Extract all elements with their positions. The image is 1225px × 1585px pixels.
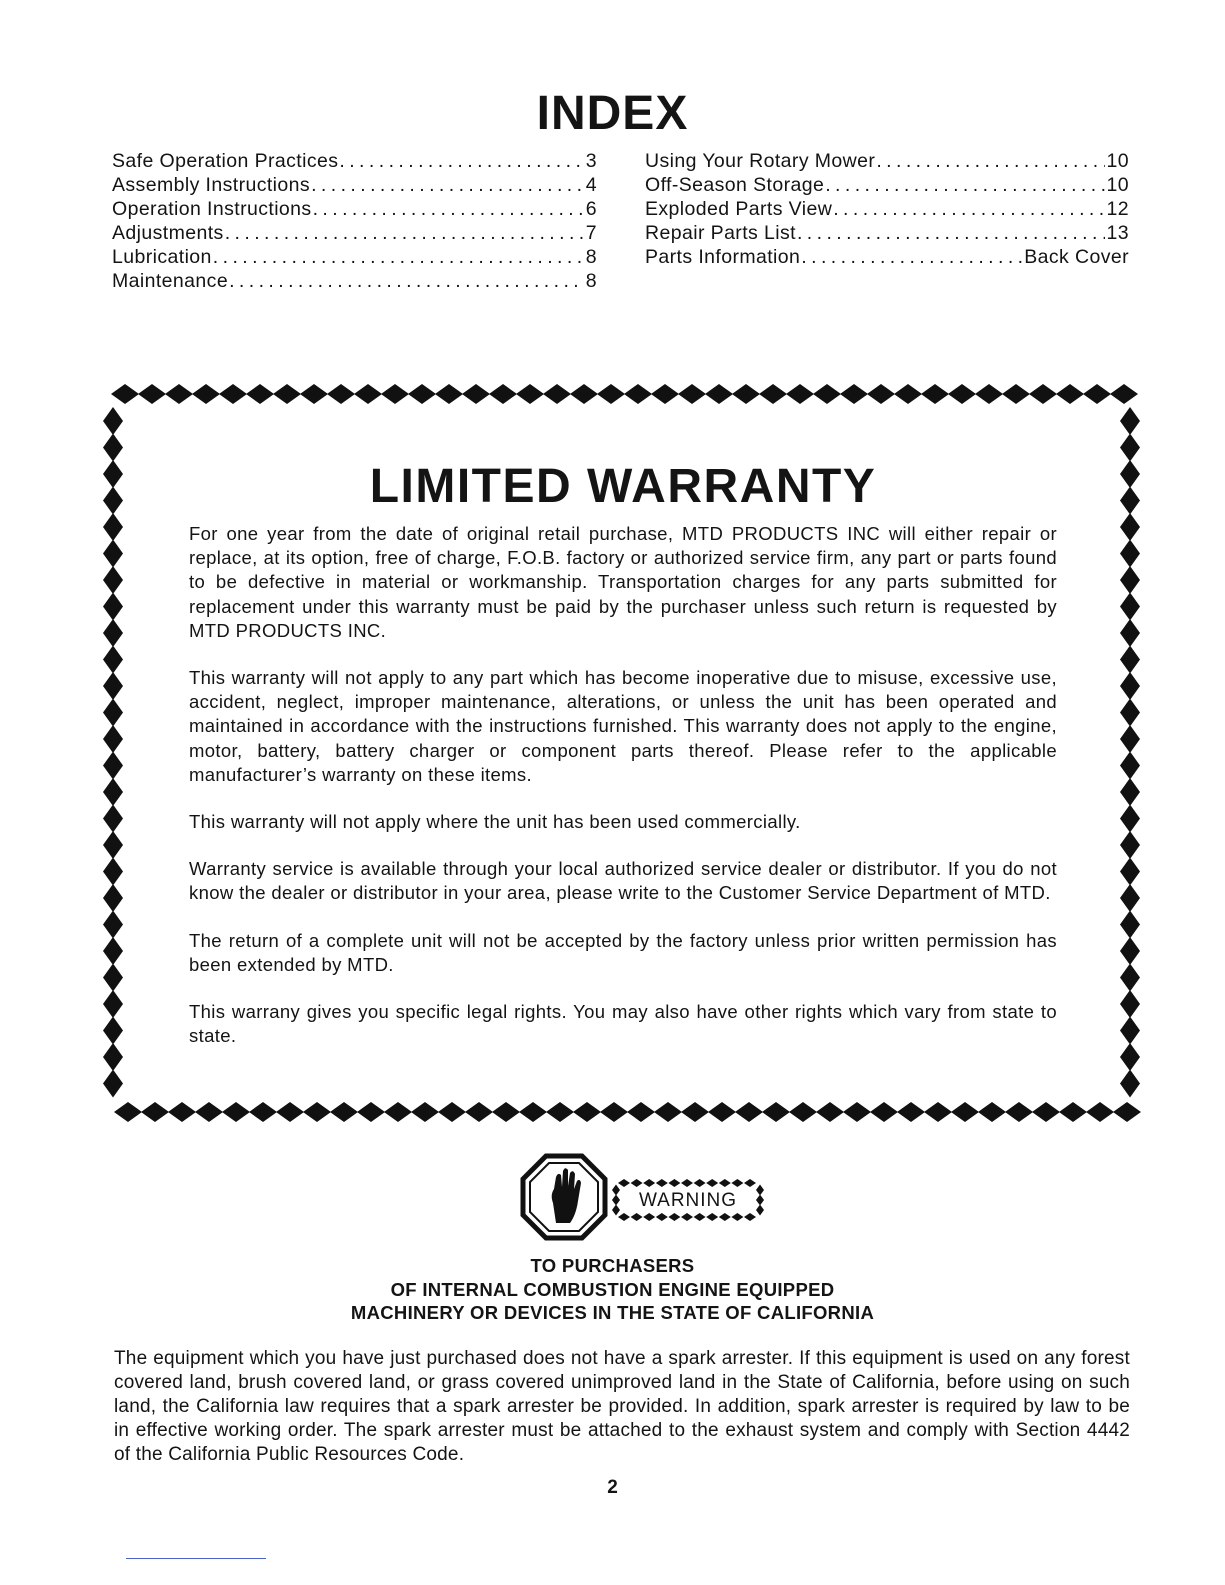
border-diamond — [1120, 1043, 1140, 1071]
index-entry-label: Lubrication — [112, 246, 212, 268]
border-diamond — [1120, 884, 1140, 912]
border-diamond — [1120, 487, 1140, 515]
border-diamond — [222, 1102, 250, 1122]
border-diamond — [870, 1102, 898, 1122]
dot-leader — [801, 245, 1022, 269]
border-diamond — [103, 646, 123, 674]
border-diamond — [948, 384, 976, 404]
border-diamond — [840, 384, 868, 404]
border-diamond — [246, 384, 274, 404]
dot-leader — [825, 173, 1104, 197]
index-entry-page: 7 — [585, 222, 597, 244]
index-left-column — [112, 149, 597, 293]
dot-leader — [313, 197, 584, 221]
border-diamond — [103, 964, 123, 992]
border-diamond — [1120, 805, 1140, 833]
border-diamond — [141, 1102, 169, 1122]
warranty-paragraph: This warrany gives you specific legal rights. You may also have other rights which vary from state to state. — [189, 1001, 1057, 1047]
border-diamond — [103, 990, 123, 1018]
border-diamond — [354, 384, 382, 404]
border-diamond — [516, 384, 544, 404]
border-diamond — [492, 1102, 520, 1122]
border-diamond — [1032, 1102, 1060, 1122]
index-entry — [112, 197, 597, 221]
border-diamond — [719, 1179, 731, 1187]
border-diamond — [103, 672, 123, 700]
border-diamond — [519, 1102, 547, 1122]
warning-label: WARNING — [638, 1190, 738, 1211]
dot-leader — [311, 173, 584, 197]
border-diamond — [1120, 619, 1140, 647]
index-entry-label: Adjustments — [112, 222, 224, 244]
border-diamond — [195, 1102, 223, 1122]
border-diamond — [465, 1102, 493, 1122]
border-diamond — [678, 384, 706, 404]
border-diamond — [1059, 1102, 1087, 1122]
border-diamond — [103, 1017, 123, 1045]
border-diamond — [1083, 384, 1111, 404]
border-diamond — [627, 1102, 655, 1122]
index-entry — [112, 269, 597, 293]
warranty-paragraph: This warranty will not apply where the unit has been used commercially. — [189, 811, 801, 833]
warning-heading: TO PURCHASERS — [530, 1255, 695, 1276]
index-entry-label: Exploded Parts View — [645, 198, 833, 220]
border-diamond — [489, 384, 517, 404]
border-diamond — [600, 1102, 628, 1122]
border-diamond — [681, 1102, 709, 1122]
border-diamond — [631, 1213, 643, 1221]
border-diamond — [894, 384, 922, 404]
border-diamond — [111, 384, 139, 404]
border-diamond — [624, 384, 652, 404]
border-diamond — [103, 540, 123, 568]
border-diamond — [103, 407, 123, 435]
index-entry — [112, 173, 597, 197]
warranty-paragraph: For one year from the date of original retail purchase, MTD PRODUCTS INC will either repair or replace, at its option, free of charge, F.O.B. factory or authorized service firm, any part or parts found to be defective in material or workmanship. Transportation charges for any parts submitted for replacement under this warranty must be paid by the purchaser unless such return is requested by MTD PRODUCTS INC. — [189, 523, 1057, 641]
border-diamond — [924, 1102, 952, 1122]
border-diamond — [681, 1179, 693, 1187]
border-diamond — [789, 1102, 817, 1122]
border-diamond — [1002, 384, 1030, 404]
border-diamond — [597, 384, 625, 404]
border-diamond — [1120, 858, 1140, 886]
border-diamond — [103, 434, 123, 462]
border-diamond — [273, 384, 301, 404]
border-diamond — [219, 384, 247, 404]
border-diamond — [103, 460, 123, 488]
index-entry — [112, 245, 597, 269]
index-entry-label: Using Your Rotary Mower — [645, 150, 876, 172]
border-diamond — [681, 1213, 693, 1221]
warranty-paragraph: This warranty will not apply to any part which has become inoperative due to misuse, excessive use, accident, neglect, improper maintenance, alterations, or unless the unit has been operated and maintained in accordance with the instructions furnished. This warranty does not apply to the engine, motor, battery, battery charger or component parts thereof. Please refer to the applicable manufacturer’s warranty on these items. — [189, 667, 1057, 785]
border-diamond — [1120, 434, 1140, 462]
border-diamond — [103, 858, 123, 886]
border-diamond — [867, 384, 895, 404]
index-entry — [645, 149, 1129, 173]
dot-leader — [229, 269, 584, 293]
border-diamond — [897, 1102, 925, 1122]
border-diamond — [462, 384, 490, 404]
border-diamond — [694, 1213, 706, 1221]
border-diamond — [1120, 699, 1140, 727]
border-diamond — [1029, 384, 1057, 404]
index-entry-page: Back Cover — [1024, 246, 1129, 268]
border-diamond — [668, 1179, 680, 1187]
border-diamond — [381, 384, 409, 404]
border-diamond — [103, 566, 123, 594]
border-diamond — [1120, 752, 1140, 780]
border-diamond — [249, 1102, 277, 1122]
border-diamond — [1120, 778, 1140, 806]
border-diamond — [1120, 911, 1140, 939]
border-diamond — [1120, 964, 1140, 992]
border-diamond — [1056, 384, 1084, 404]
page-number: 2 — [607, 1477, 618, 1498]
border-diamond — [708, 1102, 736, 1122]
border-diamond — [694, 1179, 706, 1187]
border-diamond — [303, 1102, 331, 1122]
index-entry-page: 4 — [585, 174, 597, 196]
border-diamond — [706, 1213, 718, 1221]
border-diamond — [103, 805, 123, 833]
border-diamond — [384, 1102, 412, 1122]
border-diamond — [103, 752, 123, 780]
border-diamond — [1120, 407, 1140, 435]
index-entry-page: 8 — [585, 246, 597, 268]
border-diamond — [813, 384, 841, 404]
index-entry — [112, 221, 597, 245]
border-diamond — [1120, 725, 1140, 753]
border-diamond — [168, 1102, 196, 1122]
border-diamond — [643, 1179, 655, 1187]
border-diamond — [1120, 593, 1140, 621]
index-entry — [645, 173, 1129, 197]
border-diamond — [546, 1102, 574, 1122]
index-entry-page: 6 — [585, 198, 597, 220]
border-diamond — [1120, 540, 1140, 568]
index-entry — [645, 221, 1129, 245]
index-entry-label: Repair Parts List — [645, 222, 796, 244]
warning-body: The equipment which you have just purchased does not have a spark arrester. If this equipment is used on any forest covered land, brush covered land, or grass covered unimproved land in the State of California, before using on such land, the California law requires that a spark arrester be provided. In addition, spark arrester is required by law to be in effective working order. The spark arrester must be attached to the exhaust system and comply with Section 4442 of the California Public Resources Code. — [114, 1348, 1130, 1465]
border-diamond — [138, 384, 166, 404]
border-diamond — [1120, 937, 1140, 965]
border-diamond — [103, 593, 123, 621]
border-diamond — [103, 487, 123, 515]
border-diamond — [951, 1102, 979, 1122]
border-diamond — [978, 1102, 1006, 1122]
border-diamond — [654, 1102, 682, 1122]
index-entry-label: Parts Information — [645, 246, 801, 268]
border-diamond — [103, 513, 123, 541]
index-entry — [645, 245, 1129, 269]
warning-heading: MACHINERY OR DEVICES IN THE STATE OF CALIFORNIA — [350, 1302, 875, 1323]
border-diamond — [103, 778, 123, 806]
border-diamond — [731, 1213, 743, 1221]
border-diamond — [816, 1102, 844, 1122]
index-entry-label: Operation Instructions — [112, 198, 312, 220]
stop-hand-icon — [520, 1153, 608, 1241]
border-diamond — [411, 1102, 439, 1122]
warranty-paragraph: The return of a complete unit will not be accepted by the factory unless prior written permission has been extended by MTD. — [189, 929, 1057, 975]
border-diamond — [114, 1102, 142, 1122]
border-diamond — [103, 699, 123, 727]
index-entry-page: 12 — [1106, 198, 1129, 220]
border-diamond — [573, 1102, 601, 1122]
border-diamond — [762, 1102, 790, 1122]
border-diamond — [1120, 513, 1140, 541]
border-diamond — [1120, 831, 1140, 859]
border-diamond — [719, 1213, 731, 1221]
border-diamond — [103, 1043, 123, 1071]
border-diamond — [643, 1213, 655, 1221]
dot-leader — [225, 221, 584, 245]
border-diamond — [786, 384, 814, 404]
border-diamond — [1086, 1102, 1114, 1122]
dot-leader — [833, 197, 1104, 221]
border-diamond — [570, 384, 598, 404]
border-diamond — [618, 1179, 630, 1187]
index-entry-page: 10 — [1106, 174, 1129, 196]
border-diamond — [1120, 1017, 1140, 1045]
index-entry-label: Off-Season Storage — [645, 174, 825, 196]
index-entry-page: 10 — [1106, 150, 1129, 172]
border-diamond — [1120, 566, 1140, 594]
border-diamond — [732, 384, 760, 404]
border-diamond — [1110, 384, 1138, 404]
index-title: INDEX — [536, 87, 689, 140]
dot-leader — [797, 221, 1105, 245]
index-right-column — [645, 149, 1129, 269]
warranty-paragraph: Warranty service is available through your local authorized service dealer or distributor. If you do not know the dealer or distributor in your area, please write to the Customer Service Department of MTD. — [189, 858, 1057, 904]
border-diamond — [103, 884, 123, 912]
border-diamond — [357, 1102, 385, 1122]
index-entry-label: Maintenance — [112, 270, 229, 292]
border-diamond — [656, 1179, 668, 1187]
dot-leader — [876, 149, 1104, 173]
warning-heading: OF INTERNAL COMBUSTION ENGINE EQUIPPED — [390, 1279, 835, 1300]
border-diamond — [631, 1179, 643, 1187]
border-diamond — [276, 1102, 304, 1122]
border-diamond — [165, 384, 193, 404]
footer-rule — [126, 1558, 266, 1559]
border-diamond — [651, 384, 679, 404]
border-diamond — [1120, 460, 1140, 488]
border-diamond — [330, 1102, 358, 1122]
border-diamond — [1120, 1070, 1140, 1098]
border-diamond — [759, 384, 787, 404]
border-diamond — [618, 1213, 630, 1221]
border-diamond — [103, 831, 123, 859]
index-entry-label: Assembly Instructions — [112, 174, 311, 196]
border-diamond — [1113, 1102, 1141, 1122]
border-diamond — [327, 384, 355, 404]
border-diamond — [1120, 990, 1140, 1018]
border-diamond — [744, 1179, 756, 1187]
border-diamond — [435, 384, 463, 404]
border-diamond — [975, 384, 1003, 404]
border-diamond — [656, 1213, 668, 1221]
border-diamond — [300, 384, 328, 404]
index-entry — [112, 149, 597, 173]
index-entry-page: 8 — [585, 270, 597, 292]
warranty-body — [189, 522, 1057, 1071]
dot-leader — [339, 149, 583, 173]
index-entry — [645, 197, 1129, 221]
border-diamond — [103, 937, 123, 965]
border-diamond — [438, 1102, 466, 1122]
dot-leader — [213, 245, 584, 269]
border-diamond — [408, 384, 436, 404]
border-diamond — [1120, 672, 1140, 700]
border-diamond — [731, 1179, 743, 1187]
index-entry-label: Safe Operation Practices — [112, 150, 339, 172]
index-entry-page: 13 — [1106, 222, 1129, 244]
border-diamond — [543, 384, 571, 404]
border-diamond — [192, 384, 220, 404]
border-diamond — [1120, 646, 1140, 674]
warranty-title: LIMITED WARRANTY — [369, 460, 877, 513]
border-diamond — [706, 1179, 718, 1187]
border-diamond — [103, 1070, 123, 1098]
border-diamond — [103, 619, 123, 647]
border-diamond — [705, 384, 733, 404]
border-diamond — [744, 1213, 756, 1221]
border-diamond — [921, 384, 949, 404]
border-diamond — [735, 1102, 763, 1122]
border-diamond — [843, 1102, 871, 1122]
border-diamond — [668, 1213, 680, 1221]
border-diamond — [103, 725, 123, 753]
border-diamond — [1005, 1102, 1033, 1122]
border-diamond — [103, 911, 123, 939]
index-entry-page: 3 — [585, 150, 597, 172]
